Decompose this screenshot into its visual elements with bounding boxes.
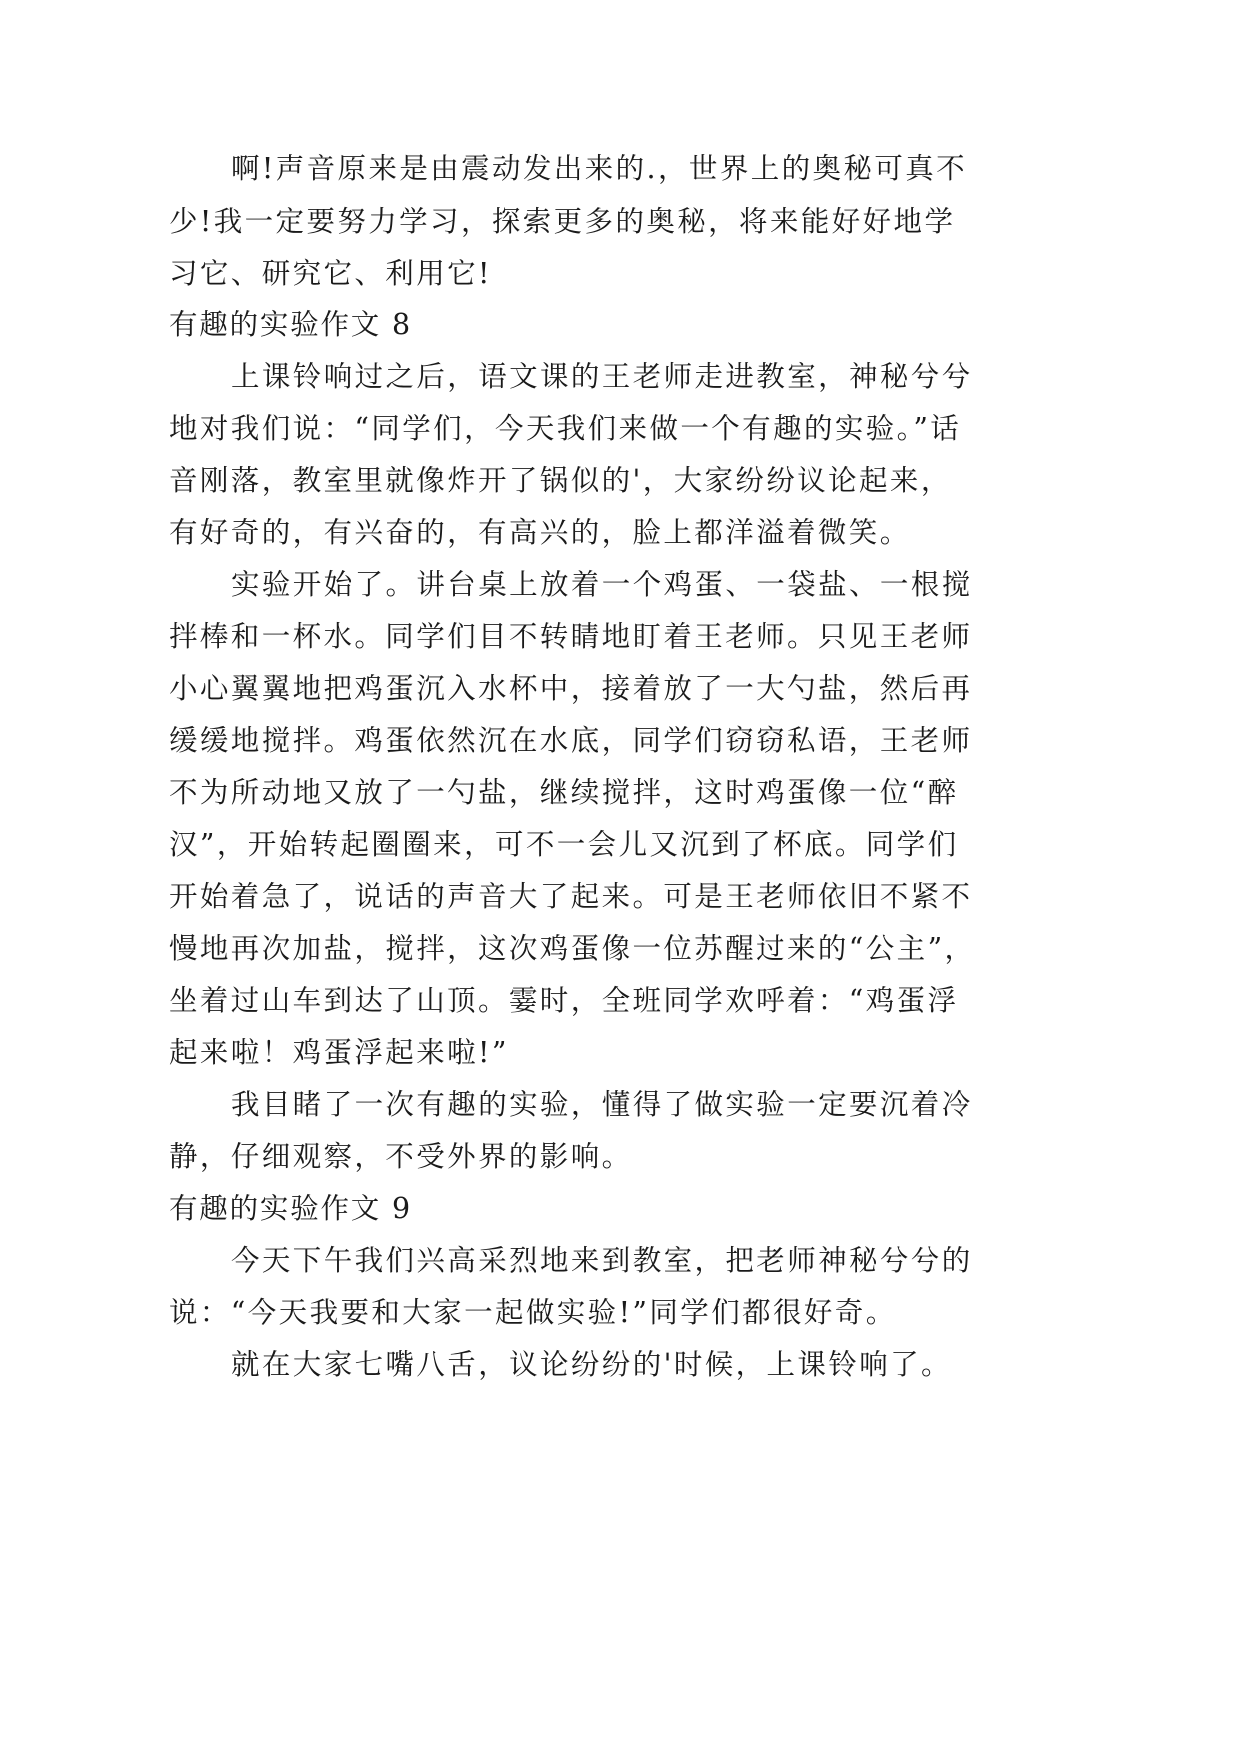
paragraph-line: 慢地再次加盐，搅拌，这次鸡蛋像一位苏醒过来的“公主”，	[169, 932, 976, 965]
section-heading: 有趣的实验作文 8	[169, 308, 412, 341]
paragraph-line: 地对我们说：“同学们，今天我们来做一个有趣的实验。”话	[169, 412, 962, 445]
paragraph-line: 就在大家七嘴八舌，议论纷纷的'时候，上课铃响了。	[231, 1348, 952, 1381]
paragraph-line: 小心翼翼地把鸡蛋沉入水杯中，接着放了一大勺盐，然后再	[169, 672, 973, 705]
section-heading: 有趣的实验作文 9	[169, 1192, 412, 1225]
paragraph-line: 坐着过山车到达了山顶。霎时，全班同学欢呼着：“鸡蛋浮	[169, 984, 959, 1017]
paragraph-line: 啊!声音原来是由震动发出来的.，世界上的奥秘可真不	[231, 152, 968, 185]
paragraph-line: 习它、研究它、利用它!	[169, 257, 492, 290]
paragraph-line: 音刚落，教室里就像炸开了锅似的'，大家纷纷议论起来，	[169, 464, 952, 497]
paragraph-line: 说：“今天我要和大家一起做实验!”同学们都很好奇。	[169, 1296, 897, 1329]
paragraph-line: 起来啦！鸡蛋浮起来啦!”	[169, 1036, 509, 1069]
paragraph-line: 缓缓地搅拌。鸡蛋依然沉在水底，同学们窃窃私语，王老师	[169, 724, 973, 757]
paragraph-line: 少!我一定要努力学习，探索更多的奥秘，将来能好好地学	[169, 205, 956, 238]
paragraph-line: 开始着急了，说话的声音大了起来。可是王老师依旧不紧不	[169, 880, 973, 913]
paragraph-line: 我目睹了一次有趣的实验，懂得了做实验一定要沉着冷	[231, 1088, 973, 1121]
paragraph-line: 今天下午我们兴高采烈地来到教室，把老师神秘兮兮的	[231, 1244, 973, 1277]
paragraph-line: 有好奇的，有兴奋的，有高兴的，脸上都洋溢着微笑。	[169, 516, 911, 549]
paragraph-line: 拌棒和一杯水。同学们目不转睛地盯着王老师。只见王老师	[169, 620, 973, 653]
paragraph-line: 静，仔细观察，不受外界的影响。	[169, 1140, 633, 1173]
paragraph-line: 上课铃响过之后，语文课的王老师走进教室，神秘兮兮	[231, 360, 973, 393]
paragraph-line: 汉”，开始转起圈圈来，可不一会儿又沉到了杯底。同学们	[169, 828, 959, 861]
paragraph-line: 实验开始了。讲台桌上放着一个鸡蛋、一袋盐、一根搅	[231, 568, 973, 601]
paragraph-line: 不为所动地又放了一勺盐，继续搅拌，这时鸡蛋像一位“醉	[169, 776, 959, 809]
